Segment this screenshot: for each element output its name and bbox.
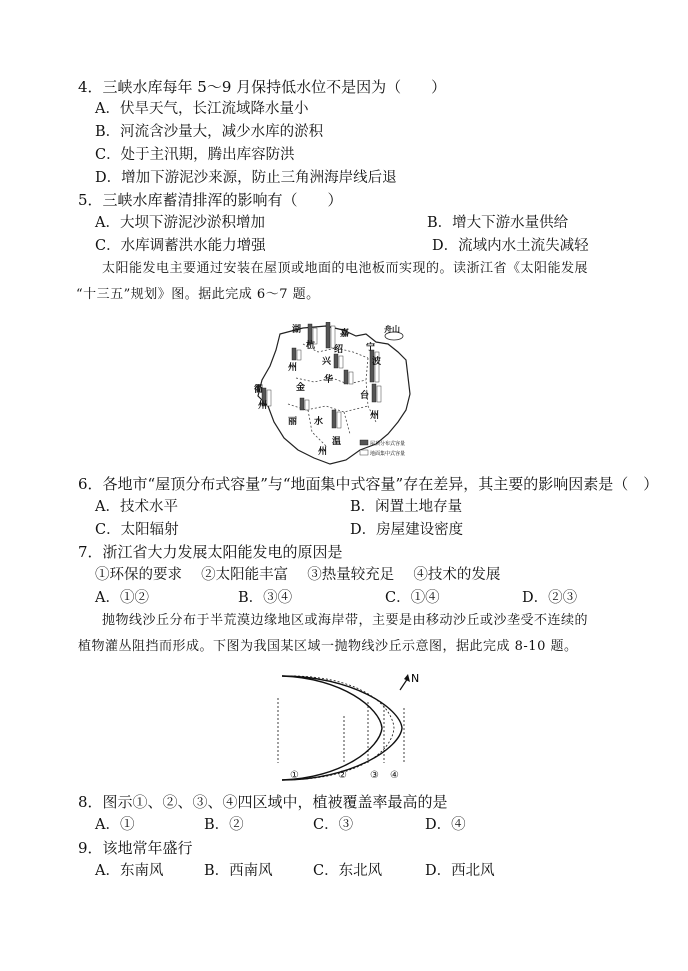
map-label-hang: 杭	[306, 341, 316, 351]
map-label-bo: 波	[372, 357, 382, 367]
question-9-option-c: C．东北风	[313, 863, 383, 879]
map-label-ning: 宁	[366, 343, 376, 353]
map-label-shui: 水	[314, 417, 324, 427]
map-label-li: 丽	[288, 417, 298, 427]
question-8-option-c: C．③	[313, 817, 354, 833]
legend-rooftop: 屋顶分布式容量	[370, 441, 406, 447]
question-4-option-d: D．增加下游泥沙来源，防止三角洲海岸线后退	[95, 170, 397, 186]
question-7-option-a: A．①②	[95, 590, 149, 606]
zone-label-1: ①	[290, 770, 299, 781]
question-9-option-d: D．西北风	[425, 863, 495, 879]
question-5-option-c: C．水库调蓄洪水能力增强	[95, 238, 266, 254]
map-label-qu: 衢	[254, 385, 264, 395]
question-5-option-a: A．大坝下游泥沙淤积增加	[95, 215, 265, 231]
question-7-option-d: D．②③	[522, 590, 578, 606]
question-9-stem: 9．该地常年盛行	[78, 839, 193, 857]
question-8-option-b: B．②	[204, 817, 244, 833]
question-9-option-b: B．西南风	[204, 863, 273, 879]
intro-6-7	[78, 256, 618, 308]
map-label-zhou-4: 州	[318, 447, 328, 457]
zone-label-3: ③	[370, 770, 379, 781]
map-label-zhou-3: 州	[370, 411, 380, 421]
question-6-option-a: A．技术水平	[95, 499, 178, 515]
map-label-wen: 温	[332, 437, 342, 447]
map-legend	[360, 440, 405, 457]
north-label: N	[411, 672, 420, 685]
map-label-zhou-2: 州	[258, 401, 268, 411]
question-5-option-d: D．流域内水土流失减轻	[432, 238, 589, 254]
zone-label-2: ②	[338, 770, 347, 781]
parabolic-dune-diagram	[272, 668, 422, 783]
question-4-option-a: A．伏旱天气，长江流域降水量小	[95, 101, 309, 117]
map-label-xing: 兴	[322, 357, 332, 367]
intro-8-10	[78, 608, 618, 660]
map-label-tai: 台	[360, 391, 370, 401]
question-7-stem: 7．浙江省大力发展太阳能发电的原因是	[78, 543, 343, 561]
zhejiang-solar-map	[248, 322, 438, 467]
north-arrow	[400, 672, 419, 690]
question-6-stem: 6．各地市“屋顶分布式容量”与“地面集中式容量”存在差异，其主要的影响因素是（ ）	[78, 475, 659, 493]
zone-dividers	[278, 698, 404, 763]
question-5-option-b: B．增大下游水量供给	[427, 215, 569, 231]
question-9-option-a: A．东南风	[95, 863, 164, 879]
question-4-option-c: C．处于主汛期，腾出库容防洪	[95, 147, 295, 163]
map-label-jia: 嘉	[340, 329, 350, 339]
map-label-hu: 湖	[292, 325, 302, 335]
question-4-option-b: B．河流含沙量大，减少水库的淤积	[95, 124, 324, 140]
question-6-option-d: D．房屋建设密度	[350, 522, 464, 538]
intro-8-10-line2: 植物灌丛阻挡而形成。下图为我国某区域一抛物线沙丘示意图，据此完成 8-10 题。	[78, 639, 578, 654]
question-8-option-a: A．①	[95, 817, 135, 833]
question-5-stem: 5．三峡水库蓄清排浑的影响有（ ）	[78, 191, 343, 209]
dune-inner-arc	[282, 676, 382, 780]
intro-6-7-line1: 太阳能发电主要通过安装在屋顶或地面的电池板而实现的。读浙江省《太阳能发展	[102, 261, 589, 276]
question-8-stem: 8．图示①、②、③、④四区域中，植被覆盖率最高的是	[78, 793, 448, 811]
question-7-option-c: C．①④	[385, 590, 440, 606]
map-label-jin: 金	[296, 383, 306, 393]
intro-8-10-line1: 抛物线沙丘分布于半荒漠边缘地区或海岸带，主要是由移动沙丘或沙垄受不连续的	[102, 613, 589, 628]
intro-6-7-line2: “十三五”规划》图。据此完成 6～7 题。	[76, 287, 320, 302]
map-label-hua: 华	[324, 375, 334, 385]
map-label-zhoushan: 舟山	[384, 325, 400, 334]
question-7-option-b: B．③④	[238, 590, 293, 606]
legend-ground: 地面集中式容量	[370, 451, 406, 457]
zone-label-4: ④	[390, 770, 399, 781]
question-6-option-b: B．闲置土地存量	[350, 499, 463, 515]
map-label-zhou-1: 州	[288, 363, 298, 373]
question-4-stem: 4．三峡水库每年 5～9 月保持低水位不是因为（ ）	[78, 78, 447, 96]
question-7-items: ①环保的要求 ②太阳能丰富 ③热量较充足 ④技术的发展	[95, 567, 501, 583]
question-8-option-d: D．④	[425, 817, 466, 833]
dune-crest-line	[282, 676, 394, 780]
map-label-shao: 绍	[334, 345, 344, 355]
question-6-option-c: C．太阳辐射	[95, 522, 179, 538]
